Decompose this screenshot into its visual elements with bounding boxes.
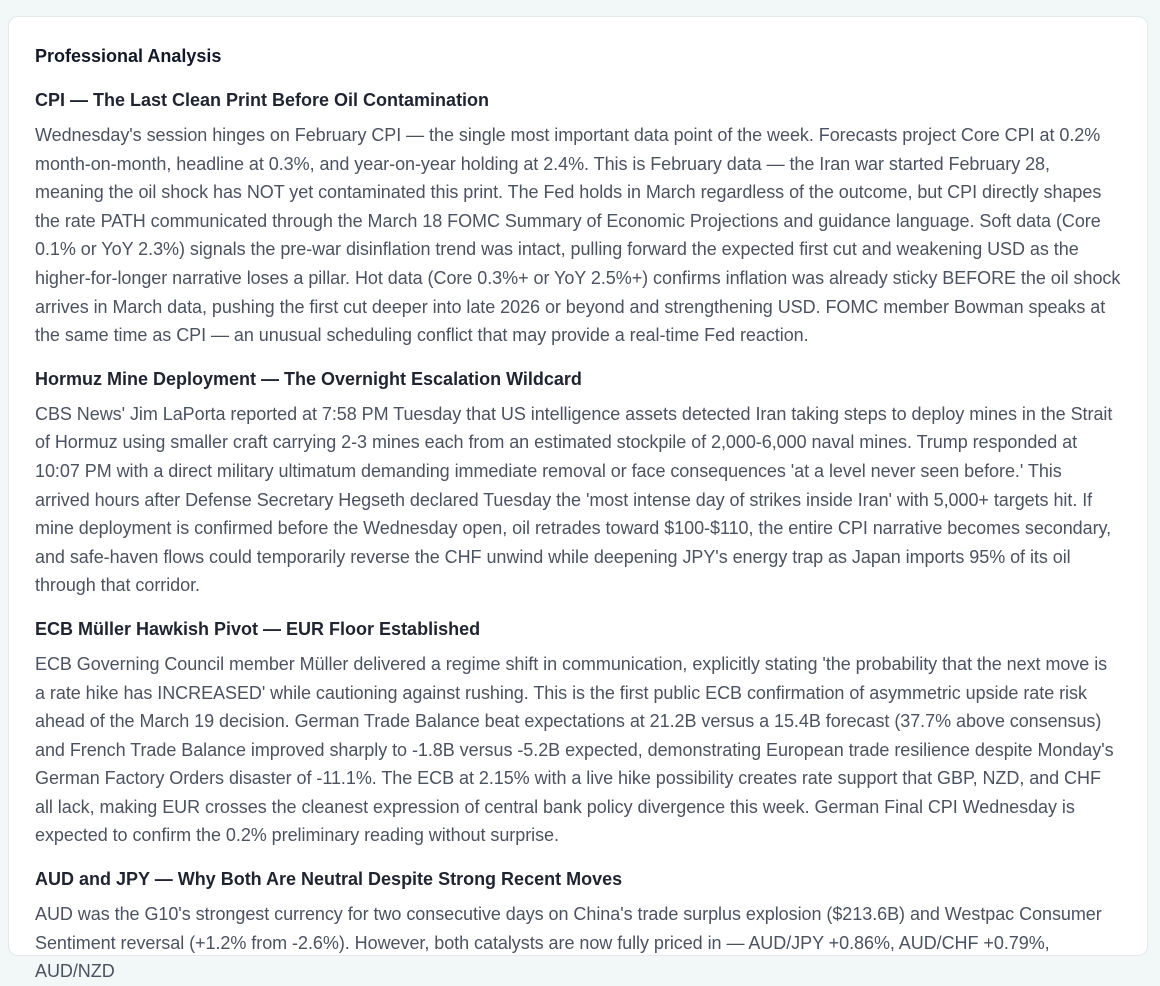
section-body: AUD was the G10's strongest currency for two consecutive days on China's trade surplus explosion ($213.6B) and Westpac Consumer Sentiment reversal (+1.2% from -2.6%). However, both catalysts are now fully priced in — AUD/JPY +0.86%, AUD/CHF +0.79%, AUD/NZD bbox=[35, 904, 1102, 982]
analysis-section-cpi bbox=[35, 87, 1121, 350]
analysis-section-hormuz bbox=[35, 366, 1121, 600]
analysis-card bbox=[8, 16, 1148, 982]
section-heading: Hormuz Mine Deployment — The Overnight Escalation Wildcard bbox=[35, 368, 582, 389]
analysis-section-ecb bbox=[35, 616, 1121, 850]
section-body: ECB Governing Council member Müller delivered a regime shift in communication, explicitly stating 'the probability that the next move is a rate hike has INCREASED' while cautioning against rushing. This is the first public ECB confirmation of asymmetric upside rate risk ahead of the March 19 decision. German Trade Balance beat expectations at 21.2B versus a 15.4B forecast (37.7% above consensus) and French Trade Balance improved sharply to -1.8B versus -5.2B expected, demonstrating European trade resilience despite Monday's German Factory Orders disaster of -11.1%. The ECB at 2.15% with a live hike possibility creates rate support that GBP, NZD, and CHF all lack, making EUR crosses the cleanest expression of central bank policy divergence this week. German Final CPI Wednesday is expected to confirm the 0.2% preliminary reading without surprise. bbox=[35, 653, 1114, 846]
section-body: CBS News' Jim LaPorta reported at 7:58 PM Tuesday that US intelligence assets detected Iran taking steps to deploy mines in the Strait of Hormuz using smaller craft carrying 2-3 mines each from an estimated stockpile of 2,000-6,000 naval mines. Trump responded at 10:07 PM with a direct military ultimatum demanding immediate removal or face consequences 'at a level never seen before.' This arrived hours after Defense Secretary Hegseth declared Tuesday the 'most intense day of strikes inside Iran' with 5,000+ targets hit. If mine deployment is confirmed before the Wednesday open, oil retrades toward $100-$110, the entire CPI narrative becomes secondary, and safe-haven flows could temporarily reverse the CHF unwind while deepening JPY's energy trap as Japan imports 95% of its oil through that corridor. bbox=[35, 403, 1113, 596]
analysis-section-aud-jpy bbox=[35, 866, 1121, 986]
section-heading: CPI — The Last Clean Print Before Oil Contamination bbox=[35, 90, 490, 110]
section-heading: ECB Müller Hawkish Pivot — EUR Floor Established bbox=[35, 618, 481, 639]
analysis-title: Professional Analysis bbox=[35, 46, 222, 66]
section-heading: AUD and JPY — Why Both Are Neutral Despite Strong Recent Moves bbox=[35, 869, 623, 890]
section-body: Wednesday's session hinges on February CPI — the single most important data point of the week. Forecasts project Core CPI at 0.2% month-on-month, headline at 0.3%, and year-on-year holding at 2.4%. This is February data — the Iran war started February 28, meaning the oil shock has NOT yet contaminated this print. The Fed holds in March regardless of the outcome, but CPI directly shapes the rate PATH communicated through the March 18 FOMC Summary of Economic Projections and guidance language. Soft data (Core 0.1% or YoY 2.3%) signals the pre-war disinflation trend was intact, pulling forward the expected first cut and weakening USD as the higher-for-longer narrative loses a pillar. Hot data (Core 0.3%+ or YoY 2.5%+) confirms inflation was already sticky BEFORE the oil shock arrives in March data, pushing the first cut deeper into late 2026 or beyond and strengthening USD. FOMC member Bowman speaks at the same time as CPI — an unusual scheduling conflict that may provide a real-time Fed reaction. bbox=[35, 125, 1121, 346]
